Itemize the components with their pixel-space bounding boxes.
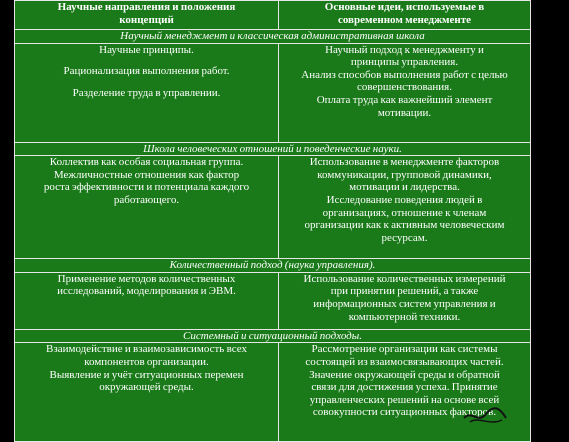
cell-line: компонентов организации. xyxy=(84,355,209,368)
cell-line: Использование количественных измерений xyxy=(303,272,506,285)
header-row xyxy=(15,1,531,30)
cell-line: окружающей среды. xyxy=(99,381,194,394)
cell-line: Рассмотрение организации как системы xyxy=(311,343,498,356)
cell-line: работающего. xyxy=(113,193,180,206)
cell-line: Использование в менеджменте факторов xyxy=(309,156,500,169)
cell-line: совершенствования. xyxy=(357,81,452,94)
cell-line: связи для достижения успеха. Принятие xyxy=(311,381,498,394)
concept-cell xyxy=(15,43,279,142)
section-title: Количественный подход (наука управления). xyxy=(15,259,531,273)
section-title: Научный менеджмент и классическая административная школа xyxy=(15,30,531,44)
header-col1-line: концепций xyxy=(119,13,174,26)
cell-line: исследований, моделирования и ЭВМ. xyxy=(57,285,236,298)
cell-line: Межличностные отношения как фактор xyxy=(53,168,240,181)
cell-line: Значение окружающей среды и обратной xyxy=(309,368,500,381)
cell-line: Выявление и учёт ситуационных перемен xyxy=(49,368,244,381)
ink-scribble-icon xyxy=(460,404,510,426)
idea-cell xyxy=(279,343,531,442)
header-col1-line: Научные направления и положения xyxy=(57,1,236,13)
cell-line: информационных систем управления и xyxy=(313,297,496,310)
cell-line: Коллектив как особая социальная группа. xyxy=(49,156,244,169)
cell-line: при принятии решений, а также xyxy=(330,285,479,298)
management-concepts-table xyxy=(14,0,531,442)
section-title: Школа человеческих отношений и поведенческие науки. xyxy=(15,142,531,156)
cell-line: компьютерной техники. xyxy=(348,310,461,323)
cell-line: Анализ способов выполнения работ с целью xyxy=(301,68,508,81)
section-row xyxy=(15,43,531,142)
cell-line: принципы управления. xyxy=(350,56,459,69)
cell-line: Рационализация выполнения работ. xyxy=(63,65,230,78)
idea-cell xyxy=(279,156,531,259)
cell-line: состоящей из взаимосвязывающих частей. xyxy=(305,355,504,368)
concept-cell xyxy=(15,272,279,329)
section-row xyxy=(15,343,531,442)
cell-line: Оплата труда как важнейший элемент xyxy=(316,93,493,106)
cell-line: организациях, отношение к членам xyxy=(322,206,487,219)
cell-line: мотивации. xyxy=(377,106,432,119)
cell-line: Научный подход к менеджменту и xyxy=(325,43,484,56)
header-col1 xyxy=(15,1,279,30)
idea-cell xyxy=(279,272,531,329)
cell-line: управленческих решений на основе всей xyxy=(309,393,500,406)
section-row xyxy=(15,272,531,329)
section-row xyxy=(15,156,531,259)
header-col2-line: Основные идеи, используемые в xyxy=(324,1,485,13)
cell-line: ресурсам. xyxy=(381,231,428,244)
cell-line: Исследование поведения людей в xyxy=(326,193,483,206)
concept-cell xyxy=(15,156,279,259)
cell-line: организации как к активным человеческим xyxy=(304,219,505,232)
cell-line: Взаимодействие и взаимозависимость всех xyxy=(46,343,247,356)
idea-cell xyxy=(279,43,531,142)
header-col2-line: современном менеджменте xyxy=(337,13,472,26)
concept-cell xyxy=(15,343,279,442)
cell-line: мотивации и лидерства. xyxy=(349,181,460,194)
cell-line: Разделение труда в управлении. xyxy=(72,86,221,99)
cell-line: роста эффективности и потенциала каждого xyxy=(43,181,250,194)
cell-line: Научные принципы. xyxy=(99,43,194,56)
cell-line: Применение методов количественных xyxy=(57,272,236,285)
cell-line: коммуникации, групповой динамики, xyxy=(317,168,492,181)
section-title: Системный и ситуационный подходы. xyxy=(15,329,531,343)
cell-line: совокупности ситуационных факторов. xyxy=(312,406,497,419)
header-col2 xyxy=(279,1,531,30)
